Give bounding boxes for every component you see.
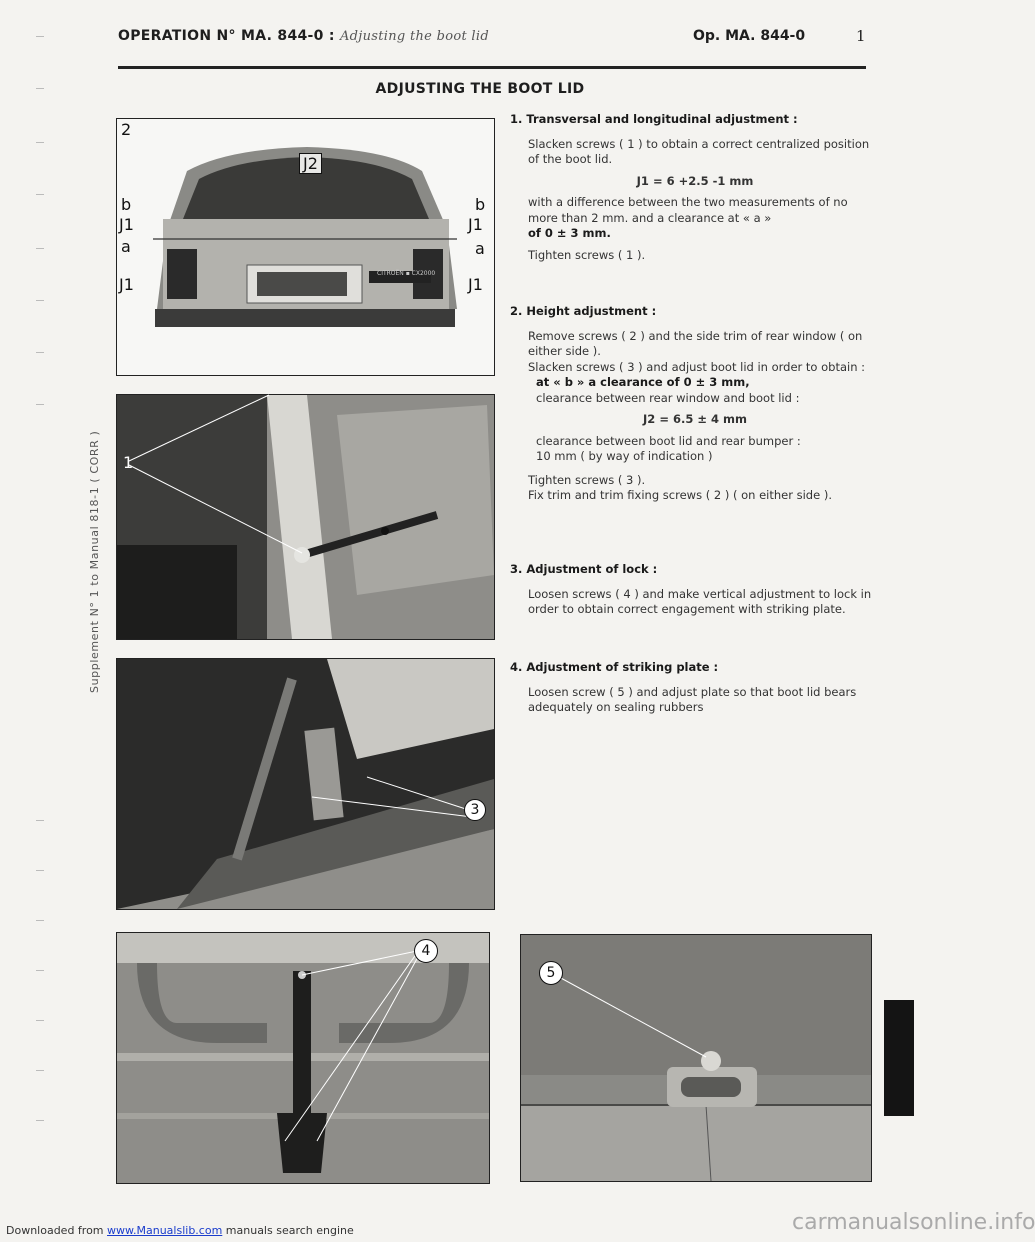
section-text: with a difference between the two measurements of no more than 2 mm. and a clearance at « a » [528,195,848,225]
margin-mark [36,352,44,353]
callout-a-right: a [475,239,485,258]
callout-1: 1 [123,453,134,472]
callout-j2: J2 [299,153,322,174]
margin-mark [36,820,44,821]
figure-strut-photo [116,658,495,910]
operation-subtitle: Adjusting the boot lid [339,29,489,44]
section-text-emphasis: of 0 ± 3 mm. [528,226,611,240]
margin-mark [36,194,44,195]
section-text-emphasis: at « b » a clearance of 0 ± 3 mm, [536,375,750,389]
section-text: 10 mm ( by way of indication ) [536,449,713,463]
section-text: Loosen screw ( 5 ) and adjust plate so that boot lid bears adequately on sealing rubbers [528,684,857,714]
hinge-photo-drawing [117,395,494,639]
section-text: Tighten screws ( 1 ). [528,247,646,262]
callout-j1-left-lower: J1 [119,275,134,294]
section-heading: 3. Adjustment of lock : [510,562,658,576]
section-text: Remove screws ( 2 ) and the side trim of rear window ( on either side ). [528,328,863,358]
page-tab-marker [884,1000,914,1116]
strut-photo-drawing [117,659,494,909]
site-watermark: carmanualsonline.info [792,1210,1035,1235]
callout-4: 4 [414,939,438,963]
section-text: Slacken screws ( 1 ) to obtain a correct centralized position of the boot lid. [528,136,870,166]
equation-j2: J2 = 6.5 ± 4 mm [643,412,747,426]
callout-j1-right-lower: J1 [468,275,483,294]
section-transversal-adjustment [510,112,880,263]
callout-j1-right-upper: J1 [468,215,483,234]
manualslib-link[interactable]: www.Manualslib.com [107,1224,223,1237]
car-badge: CITROËN ▪ CX2000 [377,270,436,277]
margin-mark [36,36,44,37]
section-text: Slacken screws ( 3 ) and adjust boot lid in order to obtain : [528,359,866,374]
section-text: clearance between rear window and boot lid : [536,390,800,405]
supplement-note: Supplement N° 1 to Manual 818-1 ( CORR ) [88,430,101,693]
margin-mark [36,920,44,921]
callout-a-left: a [121,237,131,256]
section-text: Loosen screws ( 4 ) and make vertical adjustment to lock in order to obtain correct engagement with striking plate. [528,586,872,616]
callout-j1-left-upper: J1 [119,215,134,234]
page-number: 1 [856,27,866,45]
margin-mark [36,88,44,89]
figure-rear-view [116,118,495,376]
margin-mark [36,1020,44,1021]
margin-mark [36,870,44,871]
margin-mark [36,142,44,143]
header-rule [118,66,866,69]
callout-b-left: b [121,195,132,214]
margin-mark [36,970,44,971]
footer-prefix: Downloaded from [6,1224,104,1237]
callout-2: 2 [121,120,132,139]
download-footer [6,1224,354,1237]
margin-mark [36,404,44,405]
figure-lock-photo [116,932,490,1184]
section-heading: 1. Transversal and longitudinal adjustment : [510,112,798,126]
section-text: clearance between boot lid and rear bumper : [536,433,801,448]
figure-striking-plate-photo [520,934,872,1182]
section-height-adjustment [510,304,880,504]
section-heading: 2. Height adjustment : [510,304,657,318]
section-text: Fix trim and trim fixing screws ( 2 ) ( on either side ). [528,488,832,502]
callout-5: 5 [539,961,563,985]
equation-j1: J1 = 6 +2.5 -1 mm [636,173,754,188]
margin-mark [36,248,44,249]
figure-hinge-photo [116,394,495,640]
section-text: Tighten screws ( 3 ). [528,472,646,487]
operation-header [118,28,489,44]
operation-reference: Op. MA. 844-0 [693,28,806,44]
section-lock-adjustment [510,562,880,618]
section-heading: 4. Adjustment of striking plate : [510,660,719,674]
operation-number: OPERATION N° MA. 844-0 : [118,28,335,44]
lock-photo-drawing [117,933,489,1183]
margin-mark [36,1070,44,1071]
callout-b-right: b [475,195,486,214]
callout-3: 3 [464,799,486,821]
footer-suffix: manuals search engine [225,1224,354,1237]
section-striking-plate-adjustment [510,660,880,716]
margin-mark [36,300,44,301]
striking-plate-drawing [521,935,871,1181]
margin-mark [36,1120,44,1121]
page-title: ADJUSTING THE BOOT LID [375,81,585,97]
